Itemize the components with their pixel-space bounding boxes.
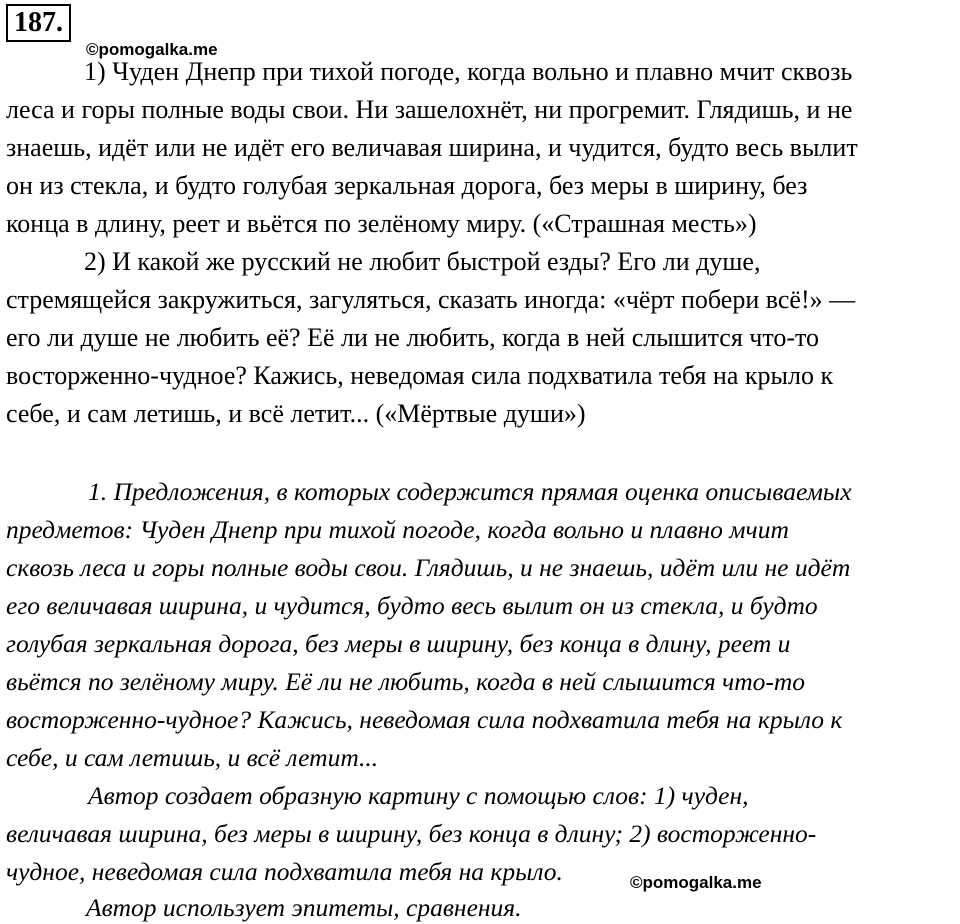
answer-line: Автор использует эпитеты, сравнения. <box>86 893 522 922</box>
text-line: стремящейся закружиться, загуляться, сказать иногда: «чёрт побери всё!» — <box>6 285 856 314</box>
text-line: 1) Чуден Днепр при тихой погоде, когда вольно и плавно мчит сквозь <box>84 57 853 86</box>
text-line: он из стекла, и будто голубая зеркальная дорога, без меры в ширину, без <box>6 171 808 200</box>
answer-line: предметов: Чуден Днепр при тихой погоде, когда вольно и плавно мчит <box>6 515 789 544</box>
exercise-number: 187. <box>6 4 71 42</box>
answer-line: величавая ширина, без меры в ширину, без конца в длину; 2) восторженно- <box>6 819 817 848</box>
answer-line: его величавая ширина, и чудится, будто весь вылит он из стекла, и будто <box>6 591 818 620</box>
answer-line: себе, и сам летишь, и всё летит... <box>6 743 379 772</box>
answer-line: 1. Предложения, в которых содержится прямая оценка описываемых <box>88 477 852 506</box>
answer-line: вьётся по зелёному миру. Её ли не любить, когда в ней слышится что-то <box>6 667 806 696</box>
text-line: его ли душе не любить её? Её ли не любить, когда в ней слышится что-то <box>6 323 820 352</box>
watermark-bottom: ©pomogalka.me <box>630 873 762 892</box>
text-line: 2) И какой же русский не любит быстрой езды? Его ли душе, <box>84 247 761 276</box>
text-line: себе, и сам летишь, и всё летит... («Мёртвые души») <box>6 399 586 428</box>
answer-line: Автор создает образную картину с помощью слов: 1) чуден, <box>88 781 749 810</box>
answer-line: восторженно-чудное? Кажись, неведомая сила подхватила тебя на крыло к <box>6 705 843 734</box>
answer-line: чудное, неведомая сила подхватила тебя на крыло. <box>6 857 563 886</box>
text-line: восторженно-чудное? Кажись, неведомая сила подхватила тебя на крыло к <box>6 361 834 390</box>
text-line: знаешь, идёт или не идёт его величавая ширина, и чудится, будто весь вылит <box>6 133 858 162</box>
watermark-top: ©pomogalka.me <box>86 40 218 59</box>
answer-line: сквозь леса и горы полные воды свои. Глядишь, и не знаешь, идёт или не идёт <box>6 553 851 582</box>
text-line: леса и горы полные воды свои. Ни зашелохнёт, ни прогремит. Глядишь, и не <box>6 95 853 124</box>
text-line: конца в длину, реет и вьётся по зелёному миру. («Страшная месть») <box>6 209 757 238</box>
answer-line: голубая зеркальная дорога, без меры в ширину, без конца в длину, реет и <box>6 629 791 658</box>
